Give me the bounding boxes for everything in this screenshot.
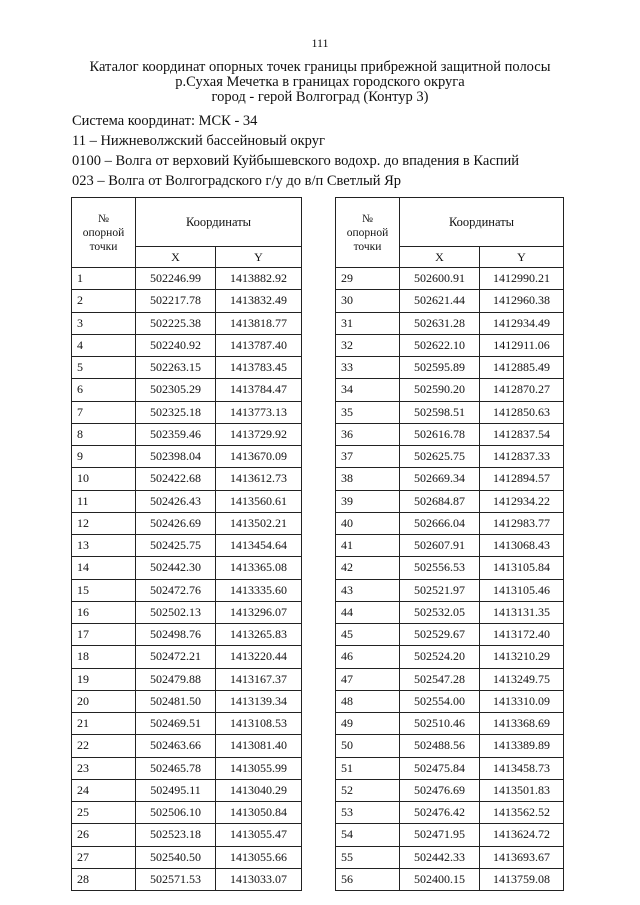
- point-number-cell: 13: [72, 535, 136, 557]
- x-coordinate-cell: 502217.78: [136, 290, 216, 312]
- point-number-cell: 55: [336, 846, 400, 868]
- y-coordinate-cell: 1412934.22: [480, 490, 564, 512]
- point-number-cell: 7: [72, 401, 136, 423]
- x-coordinate-cell: 502532.05: [400, 601, 480, 623]
- y-coordinate-cell: 1412960.38: [480, 290, 564, 312]
- table-row: [72, 735, 302, 757]
- y-coordinate-cell: 1413040.29: [216, 779, 302, 801]
- coordinate-system-info: [72, 111, 612, 191]
- table-row: [336, 601, 564, 623]
- x-coordinate-cell: 502521.97: [400, 579, 480, 601]
- coordinate-system: Система координат: МСК - 34: [72, 113, 258, 129]
- y-coordinate-cell: 1413787.40: [216, 334, 302, 356]
- title-line-3: город - герой Волгоград (Контур 3): [211, 89, 429, 105]
- point-number-cell: 30: [336, 290, 400, 312]
- x-coordinate-cell: 502263.15: [136, 357, 216, 379]
- x-coordinate-cell: 502471.95: [400, 824, 480, 846]
- table-row: [336, 868, 564, 890]
- y-coordinate-cell: 1413729.92: [216, 423, 302, 445]
- point-number-cell: 17: [72, 624, 136, 646]
- header-point-line-1: №: [362, 212, 373, 225]
- table-row: [336, 268, 564, 290]
- x-coordinate-cell: 502442.30: [136, 557, 216, 579]
- header-point-line-3: точки: [89, 240, 118, 253]
- point-number-cell: 6: [72, 379, 136, 401]
- x-coordinate-cell: 502625.75: [400, 446, 480, 468]
- table-row: [72, 268, 302, 290]
- x-coordinate-cell: 502240.92: [136, 334, 216, 356]
- point-number-cell: 9: [72, 446, 136, 468]
- table-row: [72, 779, 302, 801]
- y-coordinate-cell: 1413783.45: [216, 357, 302, 379]
- x-coordinate-cell: 502225.38: [136, 312, 216, 334]
- x-coordinate-cell: 502595.89: [400, 357, 480, 379]
- y-coordinate-cell: 1413296.07: [216, 601, 302, 623]
- x-coordinate-cell: 502463.66: [136, 735, 216, 757]
- x-coordinate-cell: 502400.15: [400, 868, 480, 890]
- table-row: [72, 357, 302, 379]
- y-coordinate-cell: 1413167.37: [216, 668, 302, 690]
- table-body-right: [336, 268, 564, 891]
- point-number-cell: 3: [72, 312, 136, 334]
- x-coordinate-cell: 502510.46: [400, 713, 480, 735]
- table-row: [336, 579, 564, 601]
- basin-code: 0100 – Волга от верховий Куйбышевского водохр. до впадения в Каспий: [72, 153, 520, 169]
- table-row: [336, 512, 564, 534]
- y-coordinate-cell: 1413818.77: [216, 312, 302, 334]
- x-coordinate-cell: 502479.88: [136, 668, 216, 690]
- y-coordinate-cell: 1413335.60: [216, 579, 302, 601]
- point-number-cell: 46: [336, 646, 400, 668]
- table-row: [72, 846, 302, 868]
- x-coordinate-cell: 502600.91: [400, 268, 480, 290]
- x-coordinate-cell: 502631.28: [400, 312, 480, 334]
- x-coordinate-cell: 502554.00: [400, 690, 480, 712]
- point-number-cell: 47: [336, 668, 400, 690]
- point-number-cell: 29: [336, 268, 400, 290]
- point-number-cell: 48: [336, 690, 400, 712]
- table-row: [336, 423, 564, 445]
- y-coordinate-cell: 1412850.63: [480, 401, 564, 423]
- y-coordinate-cell: 1413773.13: [216, 401, 302, 423]
- table-row: [72, 824, 302, 846]
- coordinates-table-left: [71, 197, 302, 891]
- x-coordinate-cell: 502684.87: [400, 490, 480, 512]
- y-coordinate-cell: 1413068.43: [480, 535, 564, 557]
- point-number-cell: 41: [336, 535, 400, 557]
- y-coordinate-cell: 1412870.27: [480, 379, 564, 401]
- point-number-cell: 4: [72, 334, 136, 356]
- x-coordinate-cell: 502488.56: [400, 735, 480, 757]
- point-number-cell: 40: [336, 512, 400, 534]
- y-coordinate-cell: 1413172.40: [480, 624, 564, 646]
- y-coordinate-cell: 1413784.47: [216, 379, 302, 401]
- table-row: [336, 312, 564, 334]
- x-coordinate-cell: 502540.50: [136, 846, 216, 868]
- table-row: [336, 557, 564, 579]
- point-number-cell: 22: [72, 735, 136, 757]
- y-coordinate-cell: 1413502.21: [216, 512, 302, 534]
- point-number-cell: 43: [336, 579, 400, 601]
- x-coordinate-cell: 502669.34: [400, 468, 480, 490]
- y-coordinate-cell: 1413624.72: [480, 824, 564, 846]
- point-number-cell: 51: [336, 757, 400, 779]
- x-coordinate-cell: 502472.21: [136, 646, 216, 668]
- document-title: [40, 60, 600, 105]
- y-coordinate-cell: 1413310.09: [480, 690, 564, 712]
- y-coordinate-cell: 1413055.47: [216, 824, 302, 846]
- point-number-cell: 45: [336, 624, 400, 646]
- point-number-cell: 53: [336, 802, 400, 824]
- point-number-cell: 16: [72, 601, 136, 623]
- y-coordinate-cell: 1413560.61: [216, 490, 302, 512]
- x-coordinate-cell: 502475.84: [400, 757, 480, 779]
- x-coordinate-cell: 502398.04: [136, 446, 216, 468]
- point-number-cell: 36: [336, 423, 400, 445]
- table-row: [72, 423, 302, 445]
- point-number-cell: 20: [72, 690, 136, 712]
- header-point-number: [336, 198, 400, 268]
- x-coordinate-cell: 502571.53: [136, 868, 216, 890]
- y-coordinate-cell: 1413265.83: [216, 624, 302, 646]
- x-coordinate-cell: 502523.18: [136, 824, 216, 846]
- x-coordinate-cell: 502556.53: [400, 557, 480, 579]
- header-x: X: [400, 247, 480, 268]
- y-coordinate-cell: 1412885.49: [480, 357, 564, 379]
- table-row: [336, 646, 564, 668]
- point-number-cell: 14: [72, 557, 136, 579]
- x-coordinate-cell: 502465.78: [136, 757, 216, 779]
- x-coordinate-cell: 502616.78: [400, 423, 480, 445]
- x-coordinate-cell: 502621.44: [400, 290, 480, 312]
- point-number-cell: 39: [336, 490, 400, 512]
- page-number: 111: [311, 36, 329, 50]
- table-row: [72, 312, 302, 334]
- table-row: [72, 668, 302, 690]
- x-coordinate-cell: 502469.51: [136, 713, 216, 735]
- y-coordinate-cell: 1413759.08: [480, 868, 564, 890]
- x-coordinate-cell: 502666.04: [400, 512, 480, 534]
- x-coordinate-cell: 502506.10: [136, 802, 216, 824]
- y-coordinate-cell: 1412990.21: [480, 268, 564, 290]
- basin-okrug: 11 – Нижневолжский бассейновый округ: [72, 133, 325, 149]
- x-coordinate-cell: 502590.20: [400, 379, 480, 401]
- y-coordinate-cell: 1413139.34: [216, 690, 302, 712]
- point-number-cell: 34: [336, 379, 400, 401]
- table-row: [336, 490, 564, 512]
- table-row: [72, 379, 302, 401]
- y-coordinate-cell: 1413055.66: [216, 846, 302, 868]
- point-number-cell: 15: [72, 579, 136, 601]
- x-coordinate-cell: 502359.46: [136, 423, 216, 445]
- x-coordinate-cell: 502502.13: [136, 601, 216, 623]
- point-number-cell: 8: [72, 423, 136, 445]
- x-coordinate-cell: 502422.68: [136, 468, 216, 490]
- x-coordinate-cell: 502325.18: [136, 401, 216, 423]
- y-coordinate-cell: 1413670.09: [216, 446, 302, 468]
- x-coordinate-cell: 502481.50: [136, 690, 216, 712]
- table-row: [72, 334, 302, 356]
- point-number-cell: 24: [72, 779, 136, 801]
- coordinates-table-right: [335, 197, 564, 891]
- x-coordinate-cell: 502598.51: [400, 401, 480, 423]
- x-coordinate-cell: 502607.91: [400, 535, 480, 557]
- table-row: [72, 535, 302, 557]
- x-coordinate-cell: 502426.69: [136, 512, 216, 534]
- x-coordinate-cell: 502476.69: [400, 779, 480, 801]
- title-line-1: Каталог координат опорных точек границы прибрежной защитной полосы: [89, 59, 551, 75]
- table-row: [336, 668, 564, 690]
- point-number-cell: 37: [336, 446, 400, 468]
- table-row: [72, 579, 302, 601]
- y-coordinate-cell: 1413454.64: [216, 535, 302, 557]
- header-point-line-3: точки: [353, 240, 382, 253]
- table-row: [72, 512, 302, 534]
- table-row: [72, 468, 302, 490]
- table-body-left: [72, 268, 302, 891]
- header-coordinates: Координаты: [400, 198, 564, 247]
- table-row: [336, 334, 564, 356]
- x-coordinate-cell: 502529.67: [400, 624, 480, 646]
- x-coordinate-cell: 502305.29: [136, 379, 216, 401]
- table-row: [72, 601, 302, 623]
- y-coordinate-cell: 1413458.73: [480, 757, 564, 779]
- x-coordinate-cell: 502442.33: [400, 846, 480, 868]
- point-number-cell: 56: [336, 868, 400, 890]
- table-row: [336, 290, 564, 312]
- y-coordinate-cell: 1413105.84: [480, 557, 564, 579]
- x-coordinate-cell: 502425.75: [136, 535, 216, 557]
- point-number-cell: 33: [336, 357, 400, 379]
- header-point-number: [72, 198, 136, 268]
- table-row: [72, 290, 302, 312]
- y-coordinate-cell: 1413249.75: [480, 668, 564, 690]
- y-coordinate-cell: 1413220.44: [216, 646, 302, 668]
- table-row: [336, 802, 564, 824]
- y-coordinate-cell: 1413562.52: [480, 802, 564, 824]
- table-row: [336, 468, 564, 490]
- y-coordinate-cell: 1412911.06: [480, 334, 564, 356]
- y-coordinate-cell: 1413108.53: [216, 713, 302, 735]
- header-coordinates: Координаты: [136, 198, 302, 247]
- table-row: [72, 557, 302, 579]
- table-row: [72, 802, 302, 824]
- point-number-cell: 38: [336, 468, 400, 490]
- y-coordinate-cell: 1412837.33: [480, 446, 564, 468]
- point-number-cell: 18: [72, 646, 136, 668]
- y-coordinate-cell: 1412934.49: [480, 312, 564, 334]
- x-coordinate-cell: 502547.28: [400, 668, 480, 690]
- y-coordinate-cell: 1413033.07: [216, 868, 302, 890]
- table-row: [72, 490, 302, 512]
- x-coordinate-cell: 502495.11: [136, 779, 216, 801]
- x-coordinate-cell: 502476.42: [400, 802, 480, 824]
- y-coordinate-cell: 1412894.57: [480, 468, 564, 490]
- x-coordinate-cell: 502426.43: [136, 490, 216, 512]
- header-point-line-2: опорной: [82, 226, 125, 239]
- point-number-cell: 12: [72, 512, 136, 534]
- y-coordinate-cell: 1413105.46: [480, 579, 564, 601]
- x-coordinate-cell: 502524.20: [400, 646, 480, 668]
- table-row: [336, 779, 564, 801]
- table-row: [336, 735, 564, 757]
- y-coordinate-cell: 1413832.49: [216, 290, 302, 312]
- table-row: [72, 757, 302, 779]
- point-number-cell: 5: [72, 357, 136, 379]
- point-number-cell: 21: [72, 713, 136, 735]
- header-y: Y: [480, 247, 564, 268]
- point-number-cell: 25: [72, 802, 136, 824]
- y-coordinate-cell: 1413389.89: [480, 735, 564, 757]
- point-number-cell: 11: [72, 490, 136, 512]
- table-row: [72, 401, 302, 423]
- table-row: [336, 357, 564, 379]
- y-coordinate-cell: 1413050.84: [216, 802, 302, 824]
- table-row: [336, 757, 564, 779]
- y-coordinate-cell: 1412837.54: [480, 423, 564, 445]
- point-number-cell: 2: [72, 290, 136, 312]
- point-number-cell: 32: [336, 334, 400, 356]
- point-number-cell: 19: [72, 668, 136, 690]
- table-row: [336, 379, 564, 401]
- y-coordinate-cell: 1413368.69: [480, 713, 564, 735]
- y-coordinate-cell: 1413693.67: [480, 846, 564, 868]
- title-line-2: р.Сухая Мечетка в границах городского округа: [175, 74, 465, 90]
- y-coordinate-cell: 1413081.40: [216, 735, 302, 757]
- table-row: [336, 713, 564, 735]
- point-number-cell: 1: [72, 268, 136, 290]
- point-number-cell: 35: [336, 401, 400, 423]
- y-coordinate-cell: 1413501.83: [480, 779, 564, 801]
- table-row: [336, 401, 564, 423]
- table-row: [336, 690, 564, 712]
- point-number-cell: 10: [72, 468, 136, 490]
- y-coordinate-cell: 1413882.92: [216, 268, 302, 290]
- table-row: [72, 690, 302, 712]
- header-point-line-2: опорной: [346, 226, 389, 239]
- point-number-cell: 27: [72, 846, 136, 868]
- y-coordinate-cell: 1413365.08: [216, 557, 302, 579]
- point-number-cell: 54: [336, 824, 400, 846]
- point-number-cell: 31: [336, 312, 400, 334]
- point-number-cell: 23: [72, 757, 136, 779]
- table-row: [336, 624, 564, 646]
- x-coordinate-cell: 502622.10: [400, 334, 480, 356]
- point-number-cell: 49: [336, 713, 400, 735]
- header-x: X: [136, 247, 216, 268]
- point-number-cell: 26: [72, 824, 136, 846]
- table-row: [72, 646, 302, 668]
- table-row: [72, 446, 302, 468]
- point-number-cell: 28: [72, 868, 136, 890]
- y-coordinate-cell: 1413055.99: [216, 757, 302, 779]
- x-coordinate-cell: 502246.99: [136, 268, 216, 290]
- y-coordinate-cell: 1413612.73: [216, 468, 302, 490]
- y-coordinate-cell: 1413131.35: [480, 601, 564, 623]
- x-coordinate-cell: 502498.76: [136, 624, 216, 646]
- point-number-cell: 52: [336, 779, 400, 801]
- table-row: [336, 846, 564, 868]
- y-coordinate-cell: 1413210.29: [480, 646, 564, 668]
- header-point-line-1: №: [98, 212, 109, 225]
- table-row: [72, 624, 302, 646]
- table-row: [336, 535, 564, 557]
- y-coordinate-cell: 1412983.77: [480, 512, 564, 534]
- table-row: [72, 868, 302, 890]
- header-y: Y: [216, 247, 302, 268]
- table-row: [72, 713, 302, 735]
- point-number-cell: 42: [336, 557, 400, 579]
- table-row: [336, 824, 564, 846]
- point-number-cell: 50: [336, 735, 400, 757]
- section-code: 023 – Волга от Волгоградского г/у до в/п Светлый Яр: [72, 173, 402, 189]
- table-row: [336, 446, 564, 468]
- point-number-cell: 44: [336, 601, 400, 623]
- x-coordinate-cell: 502472.76: [136, 579, 216, 601]
